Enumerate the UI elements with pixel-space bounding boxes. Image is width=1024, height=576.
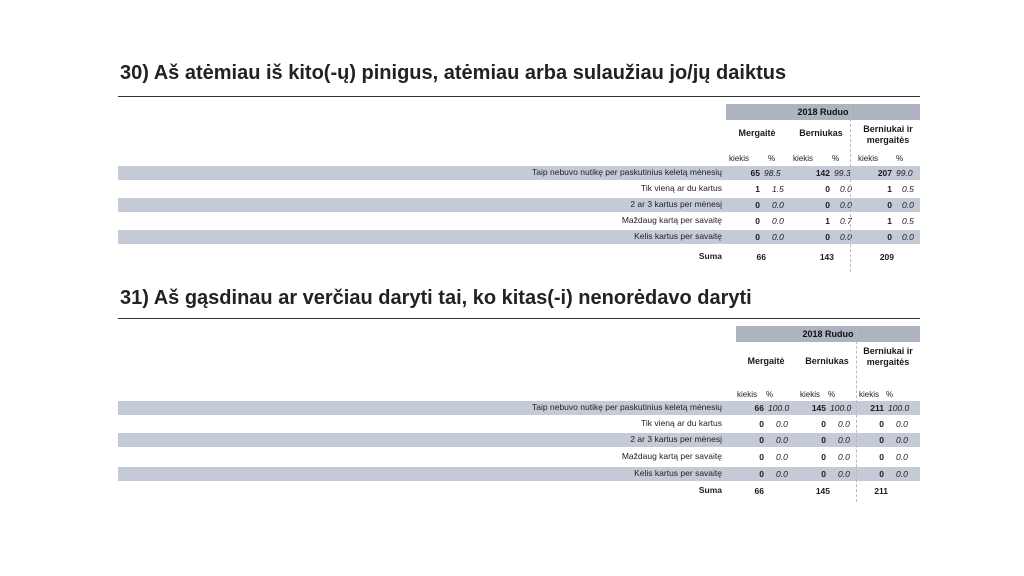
cell-count: 1 <box>887 216 892 226</box>
row-label: Maždaug kartą per savaitę <box>621 215 722 225</box>
cell-percent: 0.0 <box>840 200 852 210</box>
cell-count: 145 <box>811 403 826 413</box>
cell-count: 0 <box>755 216 760 226</box>
sub-header-count: kiekis <box>729 154 750 163</box>
cell-count: 0 <box>755 232 760 242</box>
cell-percent: 0.0 <box>776 452 788 462</box>
cell-percent: 100.0 <box>830 403 852 413</box>
sub-header-count: kiekis <box>737 390 758 399</box>
sum-value: 211 <box>874 486 888 496</box>
row-label: Kelis kartus per savaitę <box>634 468 722 478</box>
section-title: 31) Aš gąsdinau ar verčiau daryti tai, ko kitas(-i) nenorėdavo daryti <box>120 287 752 309</box>
sum-value: 145 <box>815 486 830 496</box>
cell-percent: 0.0 <box>838 452 850 462</box>
cell-count: 66 <box>754 403 764 413</box>
title-underline <box>118 318 920 319</box>
cell-count: 0 <box>821 469 826 479</box>
cell-count: 0 <box>759 452 764 462</box>
period-header: 2018 Ruduo <box>726 104 920 120</box>
sum-label: Suma <box>698 485 722 495</box>
sub-header-count: kiekis <box>793 154 814 163</box>
group-header-boy: Berniukas <box>805 356 849 366</box>
cell-count: 0 <box>887 232 892 242</box>
cell-count: 0 <box>879 452 884 462</box>
cell-percent: 0.7 <box>840 216 852 226</box>
cell-percent: 0.0 <box>896 419 908 429</box>
group-header-girl: Mergaitė <box>738 128 776 138</box>
group-header-boy: Berniukas <box>799 128 843 138</box>
cell-percent: 0.0 <box>896 469 908 479</box>
cell-count: 0 <box>825 232 830 242</box>
sub-header-percent: % <box>896 154 904 163</box>
cell-percent: 0.0 <box>902 232 914 242</box>
row-label: Maždaug kartą per savaitę <box>621 451 722 461</box>
cell-count: 0 <box>821 452 826 462</box>
cell-percent: 0.0 <box>772 200 784 210</box>
cell-count: 1 <box>825 216 830 226</box>
cell-count: 0 <box>759 419 764 429</box>
sub-header-percent: % <box>832 154 840 163</box>
cell-count: 1 <box>755 184 760 194</box>
cell-percent: 98.5 <box>764 168 781 178</box>
column-divider <box>856 326 857 502</box>
row-label: Tik vieną ar du kartus <box>641 183 722 193</box>
sum-value: 209 <box>879 252 894 262</box>
row-label: 2 ar 3 kartus per mėnesį <box>630 199 722 209</box>
cell-percent: 99.0 <box>896 168 913 178</box>
row-label: Taip nebuvo nutikę per paskutinius keletą mėnesių <box>532 167 722 177</box>
cell-percent: 100.0 <box>768 403 790 413</box>
row-label: Taip nebuvo nutikę per paskutinius keletą mėnesių <box>532 402 722 412</box>
cell-percent: 0.0 <box>772 232 784 242</box>
cell-percent: 0.0 <box>840 232 852 242</box>
cell-count: 1 <box>887 184 892 194</box>
sub-header-percent: % <box>766 390 774 399</box>
cell-count: 142 <box>815 168 830 178</box>
cell-percent: 0.5 <box>902 216 914 226</box>
cell-percent: 0.0 <box>776 419 788 429</box>
row-label: 2 ar 3 kartus per mėnesį <box>630 434 722 444</box>
group-header-all: Berniukai ir mergaitės <box>863 346 913 367</box>
sub-header-percent: % <box>886 390 894 399</box>
row-label: Tik vieną ar du kartus <box>641 418 722 428</box>
cell-percent: 0.0 <box>838 419 850 429</box>
cell-count: 0 <box>825 184 830 194</box>
section-title: 30) Aš atėmiau iš kito(-ų) pinigus, atėmiau arba sulaužiau jo/jų daiktus <box>120 62 787 84</box>
cell-count: 0 <box>821 435 826 445</box>
cell-percent: 0.0 <box>896 435 908 445</box>
cell-count: 0 <box>887 200 892 210</box>
sub-header-count: kiekis <box>800 390 821 399</box>
row-label: Kelis kartus per savaitę <box>634 231 722 241</box>
cell-percent: 0.0 <box>902 200 914 210</box>
cell-percent: 0.0 <box>838 435 850 445</box>
group-header-girl: Mergaitė <box>747 356 785 366</box>
cell-percent: 0.5 <box>902 184 914 194</box>
sub-header-percent: % <box>828 390 836 399</box>
sub-header-count: kiekis <box>859 390 880 399</box>
sum-value: 66 <box>754 486 764 496</box>
cell-percent: 0.0 <box>772 216 784 226</box>
sum-value: 143 <box>819 252 834 262</box>
cell-percent: 0.0 <box>776 469 788 479</box>
cell-percent: 0.0 <box>838 469 850 479</box>
cell-percent: 1.5 <box>772 184 784 194</box>
cell-count: 0 <box>879 469 884 479</box>
cell-percent: 0.0 <box>896 452 908 462</box>
sub-header-percent: % <box>768 154 776 163</box>
cell-percent: 99.3 <box>834 168 851 178</box>
cell-percent: 0.0 <box>776 435 788 445</box>
sum-label: Suma <box>698 251 722 261</box>
cell-percent: 0.0 <box>840 184 852 194</box>
cell-count: 211 <box>870 403 884 413</box>
cell-count: 0 <box>879 419 884 429</box>
cell-count: 0 <box>759 435 764 445</box>
cell-count: 0 <box>759 469 764 479</box>
group-header-all: Berniukai ir mergaitės <box>863 124 913 145</box>
cell-count: 0 <box>755 200 760 210</box>
cell-count: 207 <box>877 168 892 178</box>
period-header: 2018 Ruduo <box>736 326 920 342</box>
cell-count: 0 <box>879 435 884 445</box>
cell-count: 65 <box>750 168 760 178</box>
cell-count: 0 <box>825 200 830 210</box>
cell-count: 0 <box>821 419 826 429</box>
sum-value: 66 <box>756 252 766 262</box>
sub-header-count: kiekis <box>858 154 879 163</box>
cell-percent: 100.0 <box>888 403 910 413</box>
